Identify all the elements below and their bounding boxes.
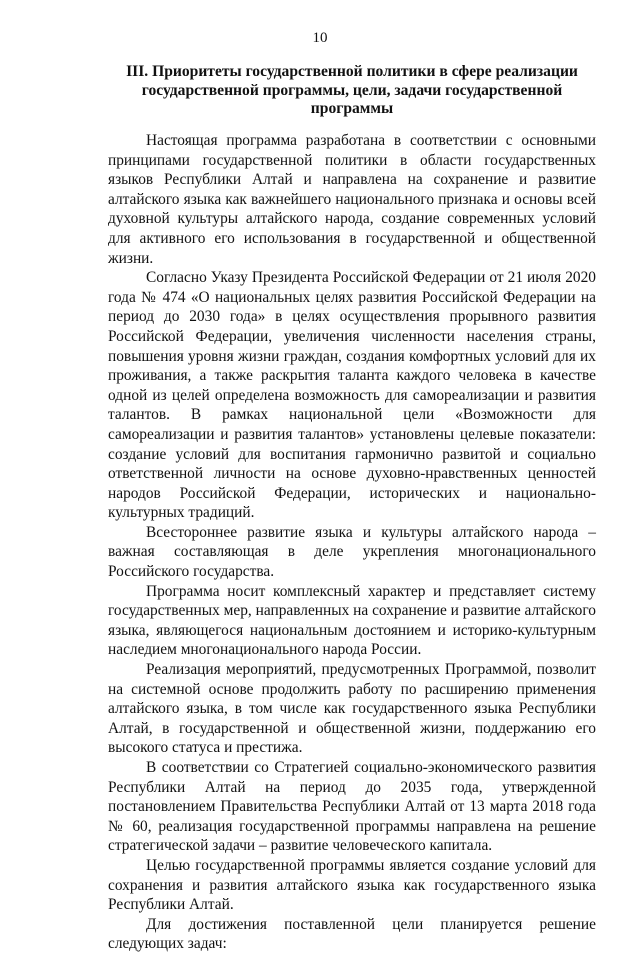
paragraph: Реализация мероприятий, предусмотренных Программой, позволит на системной основе продолжить работу по расширению применения алтайского языка, в том числе как государственного языка Республики Алтай, в государственной и общественной жизни, поддержанию его высокого статуса и престижа. (108, 661, 596, 757)
paragraph: Согласно Указу Президента Российской Федерации от 21 июля 2020 года № 474 «О национальных целях развития Российской Федерации на период до 2030 года» в целях осуществления прорывного развития Российской Федерации, увеличения численности населения страны, повышения уровня жизни граждан, создания комфортных условий для их проживания, а также раскрытия таланта каждого человека в качестве одной из целей определена возможность для самореализации и развития талантов. В рамках национальной цели «Возможности для самореализации и развития талантов» установлены целевые показатели: создание условий для воспитания гармонично развитой и социально ответственной личности на основе духовно-нравственных ценностей народов Российской Федерации, исторических и национально-культурных традиций. (108, 269, 596, 522)
paragraph: Целью государственной программы является создание условий для сохранения и развития алтайского языка как государственного языка Республики Алтай. (108, 856, 596, 914)
paragraph: Программа носит комплексный характер и представляет систему государственных мер, направленных на сохранение и развитие алтайского языка, являющегося национальным достоянием и историко-культурным наследием многонационального народа России. (108, 582, 596, 659)
page-number: 10 (312, 30, 328, 46)
paragraph: Всестороннее развитие языка и культуры алтайского народа – важная составляющая в деле укрепления многонационального Российского государства. (108, 523, 596, 581)
paragraph: В соответствии со Стратегией социально-экономического развития Республики Алтай на период до 2035 года, утвержденной постановлением Правительства Республики Алтай от 13 марта 2018 года № 60, реализация государственной программы направлена на решение стратегической задачи – развитие человеческого капитала. (108, 759, 596, 855)
section-heading: III. Приоритеты государственной политики в сфере реализации государственной программы, цели, задачи государственной программы (126, 63, 578, 117)
document-body (108, 131, 596, 954)
paragraph: Настоящая программа разработана в соответствии с основными принципами государственной политики в области государственных языков Республики Алтай и направлена на сохранение и развитие алтайского языка как важнейшего национального признака и основы всей духовной культуры алтайского народа, создание современных условий для активного его использования в государственной и общественной жизни. (108, 132, 596, 267)
paragraph: Для достижения поставленной цели планируется решение следующих задач: (108, 915, 596, 953)
